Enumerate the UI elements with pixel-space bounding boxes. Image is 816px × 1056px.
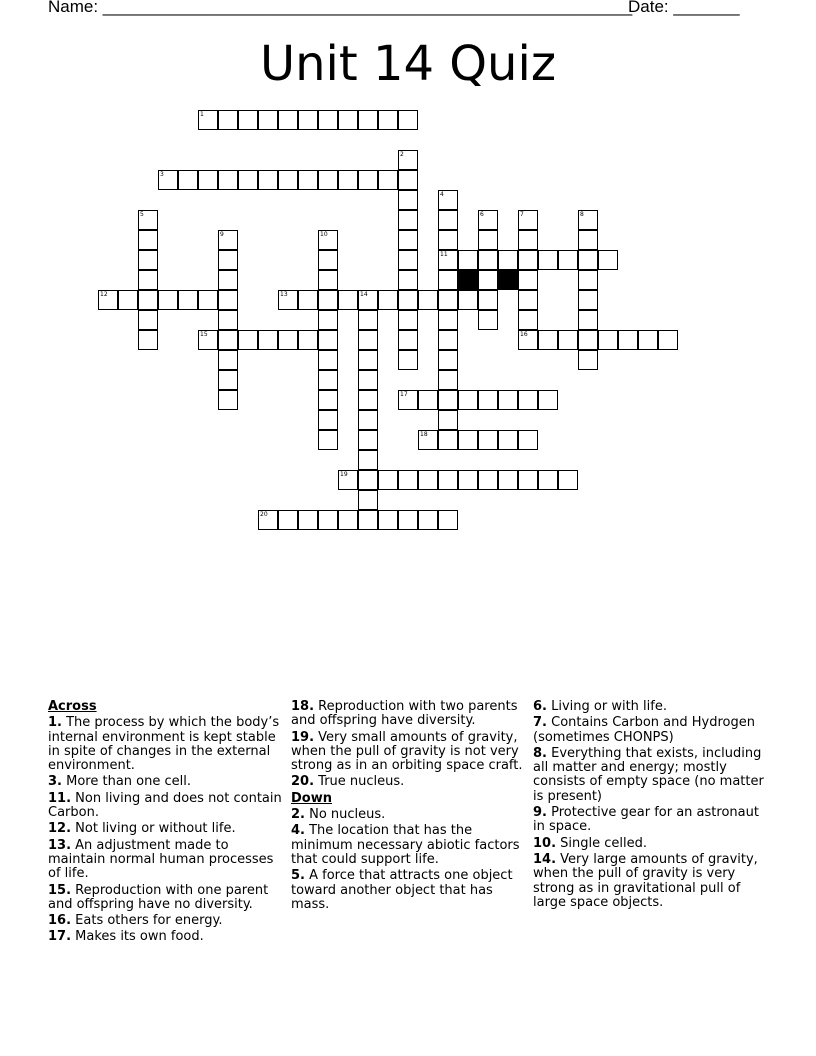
crossword-cell[interactable] xyxy=(578,290,598,310)
crossword-cell[interactable] xyxy=(578,230,598,250)
clue-column-1 xyxy=(48,700,284,947)
crossword-cell[interactable] xyxy=(358,450,378,470)
crossword-cell[interactable] xyxy=(398,350,418,370)
clue-number: 7 xyxy=(520,211,524,218)
clue-number: 3 xyxy=(160,171,164,178)
crossword-cell[interactable] xyxy=(398,310,418,330)
crossword-cell[interactable] xyxy=(478,230,498,250)
crossword-cell[interactable] xyxy=(398,250,418,270)
crossword-cell[interactable] xyxy=(278,330,298,350)
across-heading: Across xyxy=(48,699,97,714)
crossword-cell[interactable] xyxy=(218,170,238,190)
clue-number-label: 3. xyxy=(48,774,62,790)
crossword-cell[interactable] xyxy=(318,110,338,130)
crossword-cell[interactable] xyxy=(598,250,618,270)
crossword-cell[interactable] xyxy=(138,330,158,350)
crossword-cell[interactable] xyxy=(318,410,338,430)
crossword-cell[interactable] xyxy=(358,410,378,430)
crossword-cell[interactable] xyxy=(478,310,498,330)
clue-number-label: 16. xyxy=(48,913,72,929)
crossword-cell[interactable] xyxy=(218,270,238,290)
clue-number-label: 1. xyxy=(48,715,62,731)
crossword-cell[interactable] xyxy=(298,510,318,530)
clue-item xyxy=(533,700,769,714)
crossword-cell[interactable] xyxy=(258,510,278,530)
crossword-cell[interactable] xyxy=(338,290,358,310)
crossword-cell[interactable] xyxy=(358,330,378,350)
crossword-cell[interactable] xyxy=(458,430,478,450)
clue-text: True nucleus. xyxy=(314,774,405,790)
crossword-cell[interactable] xyxy=(438,430,458,450)
crossword-cell[interactable] xyxy=(518,330,538,350)
crossword-cell[interactable] xyxy=(418,290,438,310)
crossword-cell[interactable] xyxy=(378,110,398,130)
crossword-cell[interactable] xyxy=(318,330,338,350)
crossword-cell[interactable] xyxy=(198,290,218,310)
clue-number-label: 20. xyxy=(291,774,315,790)
clue-number-label: 12. xyxy=(48,821,72,837)
clue-number-label: 19. xyxy=(291,729,315,745)
crossword-cell[interactable] xyxy=(258,110,278,130)
crossword-cell[interactable] xyxy=(218,370,238,390)
crossword-cell[interactable] xyxy=(498,390,518,410)
crossword-cell[interactable] xyxy=(458,390,478,410)
crossword-cell[interactable] xyxy=(398,150,418,170)
crossword-cell[interactable] xyxy=(338,470,358,490)
crossword-cell[interactable] xyxy=(478,430,498,450)
clue-item xyxy=(533,747,769,804)
clue-item xyxy=(291,824,525,867)
clue-text: Reproduction with one parent and offspring have no diversity. xyxy=(48,882,269,912)
crossword-cell[interactable] xyxy=(518,310,538,330)
clue-number: 13 xyxy=(280,291,288,298)
clue-text: Eats others for energy. xyxy=(71,913,223,929)
crossword-cell[interactable] xyxy=(158,290,178,310)
clue-item xyxy=(48,884,284,913)
clue-number-label: 9. xyxy=(533,805,547,821)
clue-number: 5 xyxy=(140,211,144,218)
clue-number-label: 17. xyxy=(48,929,72,945)
crossword-cell[interactable] xyxy=(138,310,158,330)
clue-column-3 xyxy=(533,700,769,912)
clue-item xyxy=(291,869,525,912)
crossword-cell[interactable] xyxy=(218,250,238,270)
crossword-cell[interactable] xyxy=(138,250,158,270)
clue-text: Makes its own food. xyxy=(71,929,204,945)
crossword-cell[interactable] xyxy=(478,250,498,270)
clue-number: 8 xyxy=(580,211,584,218)
crossword-cell[interactable] xyxy=(278,110,298,130)
clue-number: 1 xyxy=(200,111,204,118)
crossword-cell[interactable] xyxy=(398,510,418,530)
crossword-cell[interactable] xyxy=(198,170,218,190)
crossword-cell[interactable] xyxy=(438,230,458,250)
clue-item xyxy=(533,853,769,910)
clue-text: The process by which the body’s internal environment is kept stable in spite of changes in the external environment. xyxy=(48,715,280,774)
crossword-cell[interactable] xyxy=(518,290,538,310)
crossword-cell[interactable] xyxy=(438,330,458,350)
clue-text: The location that has the minimum necessary abiotic factors that could support life. xyxy=(291,823,520,867)
clue-item xyxy=(48,792,284,821)
crossword-cell[interactable] xyxy=(278,290,298,310)
clue-item xyxy=(533,837,769,851)
clue-number: 4 xyxy=(440,191,444,198)
crossword-cell[interactable] xyxy=(398,390,418,410)
clue-number: 2 xyxy=(400,151,404,158)
crossword-cell[interactable] xyxy=(338,510,358,530)
crossword-cell[interactable] xyxy=(318,270,338,290)
clue-number-label: 13. xyxy=(48,837,72,853)
clue-number-label: 2. xyxy=(291,807,305,823)
clue-text: Not living or without life. xyxy=(71,821,236,837)
crossword-cell[interactable] xyxy=(338,170,358,190)
crossword-cell[interactable] xyxy=(538,250,558,270)
clue-text: An adjustment made to maintain normal human processes of life. xyxy=(48,837,274,882)
clue-number-label: 15. xyxy=(48,882,72,898)
clue-number-label: 7. xyxy=(533,715,547,731)
crossword-cell[interactable] xyxy=(418,470,438,490)
crossword-cell[interactable] xyxy=(398,190,418,210)
crossword-cell[interactable] xyxy=(378,470,398,490)
crossword-cell[interactable] xyxy=(318,170,338,190)
crossword-cell[interactable] xyxy=(398,470,418,490)
crossword-cell[interactable] xyxy=(298,290,318,310)
clue-number-label: 6. xyxy=(533,699,547,714)
clue-number: 6 xyxy=(480,211,484,218)
clue-item xyxy=(291,775,525,789)
crossword-cell[interactable] xyxy=(558,470,578,490)
clue-item xyxy=(48,839,284,882)
clue-item xyxy=(48,775,284,789)
crossword-cell[interactable] xyxy=(358,310,378,330)
clue-item xyxy=(48,914,284,928)
crossword-cell[interactable] xyxy=(218,350,238,370)
crossword-cell[interactable] xyxy=(138,230,158,250)
clue-number-label: 8. xyxy=(533,745,547,761)
crossword-cell[interactable] xyxy=(418,510,438,530)
clue-item xyxy=(291,731,525,774)
clue-number: 16 xyxy=(520,331,528,338)
crossword-cell[interactable] xyxy=(438,390,458,410)
crossword-cell[interactable] xyxy=(258,170,278,190)
crossword-cell[interactable] xyxy=(438,290,458,310)
clue-item xyxy=(291,808,525,822)
clue-number-label: 10. xyxy=(533,835,557,851)
crossword-cell[interactable] xyxy=(358,510,378,530)
crossword-cell[interactable] xyxy=(238,110,258,130)
crossword-cell[interactable] xyxy=(438,210,458,230)
clue-text: Living or with life. xyxy=(546,699,667,714)
crossword-black-cell xyxy=(498,270,518,290)
crossword-cell[interactable] xyxy=(558,250,578,270)
crossword-cell[interactable] xyxy=(518,430,538,450)
crossword-cell[interactable] xyxy=(378,510,398,530)
clue-text: A force that attracts one object toward another object that has mass. xyxy=(291,868,513,912)
crossword-cell[interactable] xyxy=(398,290,418,310)
clue-number: 9 xyxy=(220,231,224,238)
clue-item xyxy=(48,716,284,773)
clue-item xyxy=(533,716,769,745)
crossword-cell[interactable] xyxy=(358,470,378,490)
clue-text: Very small amounts of gravity, when the pull of gravity is not very strong as in an orbiting space craft. xyxy=(291,729,523,774)
clue-number-label: 11. xyxy=(48,790,72,806)
clue-number: 12 xyxy=(100,291,108,298)
clue-text: Single celled. xyxy=(556,835,648,851)
crossword-cell[interactable] xyxy=(398,270,418,290)
crossword-cell[interactable] xyxy=(158,170,178,190)
crossword-cell[interactable] xyxy=(518,470,538,490)
crossword-cell[interactable] xyxy=(358,370,378,390)
crossword-cell[interactable] xyxy=(378,170,398,190)
crossword-cell[interactable] xyxy=(178,290,198,310)
crossword-cell[interactable] xyxy=(238,330,258,350)
crossword-cell[interactable] xyxy=(518,270,538,290)
crossword-cell[interactable] xyxy=(478,270,498,290)
clue-number-label: 4. xyxy=(291,823,305,839)
page-title: Unit 14 Quiz xyxy=(259,36,557,92)
crossword-cell[interactable] xyxy=(358,430,378,450)
crossword-cell[interactable] xyxy=(298,110,318,130)
crossword-cell[interactable] xyxy=(178,170,198,190)
crossword-cell[interactable] xyxy=(438,250,458,270)
clue-number: 10 xyxy=(320,231,328,238)
crossword-cell[interactable] xyxy=(498,470,518,490)
crossword-cell[interactable] xyxy=(358,490,378,510)
crossword-cell[interactable] xyxy=(478,290,498,310)
crossword-cell[interactable] xyxy=(318,250,338,270)
crossword-cell[interactable] xyxy=(578,350,598,370)
name-field-label: Name: ________________________________________________________ xyxy=(48,0,633,16)
crossword-cell[interactable] xyxy=(478,210,498,230)
crossword-cell[interactable] xyxy=(398,210,418,230)
clue-text: Reproduction with two parents and offspring have diversity. xyxy=(291,699,518,729)
clue-item xyxy=(533,806,769,835)
crossword-cell[interactable] xyxy=(438,270,458,290)
clue-number-label: 18. xyxy=(291,699,315,714)
down-heading: Down xyxy=(291,790,332,806)
crossword-cell[interactable] xyxy=(438,190,458,210)
crossword-cell[interactable] xyxy=(618,330,638,350)
crossword-cell[interactable] xyxy=(458,290,478,310)
clue-number: 20 xyxy=(260,511,268,518)
crossword-cell[interactable] xyxy=(458,250,478,270)
crossword-cell[interactable] xyxy=(458,470,478,490)
crossword-cell[interactable] xyxy=(578,250,598,270)
crossword-cell[interactable] xyxy=(318,370,338,390)
crossword-cell[interactable] xyxy=(278,170,298,190)
crossword-cell[interactable] xyxy=(518,230,538,250)
crossword-cell[interactable] xyxy=(518,250,538,270)
crossword-cell[interactable] xyxy=(478,470,498,490)
crossword-cell[interactable] xyxy=(238,170,258,190)
crossword-cell[interactable] xyxy=(378,290,398,310)
crossword-cell[interactable] xyxy=(338,110,358,130)
crossword-cell[interactable] xyxy=(138,290,158,310)
clue-number: 11 xyxy=(440,251,448,258)
crossword-cell[interactable] xyxy=(358,290,378,310)
crossword-cell[interactable] xyxy=(578,270,598,290)
crossword-cell[interactable] xyxy=(218,110,238,130)
date-field-label: Date: _______ xyxy=(628,0,740,16)
clue-item xyxy=(291,700,525,729)
crossword-cell[interactable] xyxy=(398,170,418,190)
crossword-cell[interactable] xyxy=(478,390,498,410)
crossword-cell[interactable] xyxy=(218,290,238,310)
crossword-cell[interactable] xyxy=(398,330,418,350)
crossword-cell[interactable] xyxy=(318,350,338,370)
crossword-cell[interactable] xyxy=(98,290,118,310)
crossword-cell[interactable] xyxy=(318,390,338,410)
crossword-cell[interactable] xyxy=(518,390,538,410)
clue-number: 17 xyxy=(400,391,408,398)
clue-item xyxy=(48,930,284,944)
crossword-cell[interactable] xyxy=(298,330,318,350)
crossword-cell[interactable] xyxy=(438,470,458,490)
crossword-cell[interactable] xyxy=(318,430,338,450)
crossword-cell[interactable] xyxy=(638,330,658,350)
clue-column-2 xyxy=(291,700,525,914)
clue-text: Very large amounts of gravity, when the pull of gravity is very strong as in gravitational pull of large space objects. xyxy=(533,851,758,910)
clue-number: 18 xyxy=(420,431,428,438)
crossword-cell[interactable] xyxy=(538,470,558,490)
crossword-cell[interactable] xyxy=(538,330,558,350)
crossword-cell[interactable] xyxy=(358,170,378,190)
crossword-cell[interactable] xyxy=(578,210,598,230)
crossword-cell[interactable] xyxy=(518,210,538,230)
clue-text: Protective gear for an astronaut in space. xyxy=(533,805,759,835)
crossword-black-cell xyxy=(458,270,478,290)
crossword-cell[interactable] xyxy=(598,330,618,350)
clue-number: 14 xyxy=(360,291,368,298)
clue-text: Non living and does not contain Carbon. xyxy=(48,790,282,821)
crossword-cell[interactable] xyxy=(438,410,458,430)
crossword-cell[interactable] xyxy=(138,210,158,230)
clue-number-label: 5. xyxy=(291,868,305,884)
clue-number: 19 xyxy=(340,471,348,478)
clue-text: Everything that exists, including all matter and energy; mostly consists of empty space (no matter is present) xyxy=(533,745,764,804)
crossword-cell[interactable] xyxy=(118,290,138,310)
clue-number-label: 14. xyxy=(533,851,557,867)
crossword-cell[interactable] xyxy=(218,390,238,410)
crossword-cell[interactable] xyxy=(218,310,238,330)
crossword-cell[interactable] xyxy=(358,110,378,130)
crossword-cell[interactable] xyxy=(498,430,518,450)
crossword-cell[interactable] xyxy=(498,250,518,270)
clue-text: No nucleus. xyxy=(304,807,386,823)
crossword-cell[interactable] xyxy=(358,350,378,370)
crossword-cell[interactable] xyxy=(198,110,218,130)
crossword-cell[interactable] xyxy=(218,330,238,350)
crossword-cell[interactable] xyxy=(438,310,458,330)
crossword-cell[interactable] xyxy=(418,430,438,450)
crossword-cell[interactable] xyxy=(278,510,298,530)
crossword-cell[interactable] xyxy=(398,230,418,250)
crossword-cell[interactable] xyxy=(318,290,338,310)
crossword-cell[interactable] xyxy=(218,230,238,250)
crossword-cell[interactable] xyxy=(358,390,378,410)
crossword-cell[interactable] xyxy=(258,330,278,350)
clue-item xyxy=(48,822,284,836)
crossword-cell[interactable] xyxy=(578,310,598,330)
clue-text: More than one cell. xyxy=(61,774,191,790)
crossword-cell[interactable] xyxy=(318,510,338,530)
crossword-cell[interactable] xyxy=(658,330,678,350)
clue-text: Contains Carbon and Hydrogen (sometimes CHONPS) xyxy=(533,715,755,745)
crossword-cell[interactable] xyxy=(558,330,578,350)
crossword-cell[interactable] xyxy=(138,270,158,290)
crossword-cell[interactable] xyxy=(438,370,458,390)
crossword-cell[interactable] xyxy=(438,350,458,370)
crossword-cell[interactable] xyxy=(438,510,458,530)
clue-number: 15 xyxy=(200,331,208,338)
crossword-cell[interactable] xyxy=(318,310,338,330)
crossword-cell[interactable] xyxy=(318,230,338,250)
crossword-cell[interactable] xyxy=(198,330,218,350)
crossword-cell[interactable] xyxy=(298,170,318,190)
crossword-cell[interactable] xyxy=(578,330,598,350)
crossword-cell[interactable] xyxy=(398,110,418,130)
crossword-cell[interactable] xyxy=(538,390,558,410)
crossword-cell[interactable] xyxy=(418,390,438,410)
